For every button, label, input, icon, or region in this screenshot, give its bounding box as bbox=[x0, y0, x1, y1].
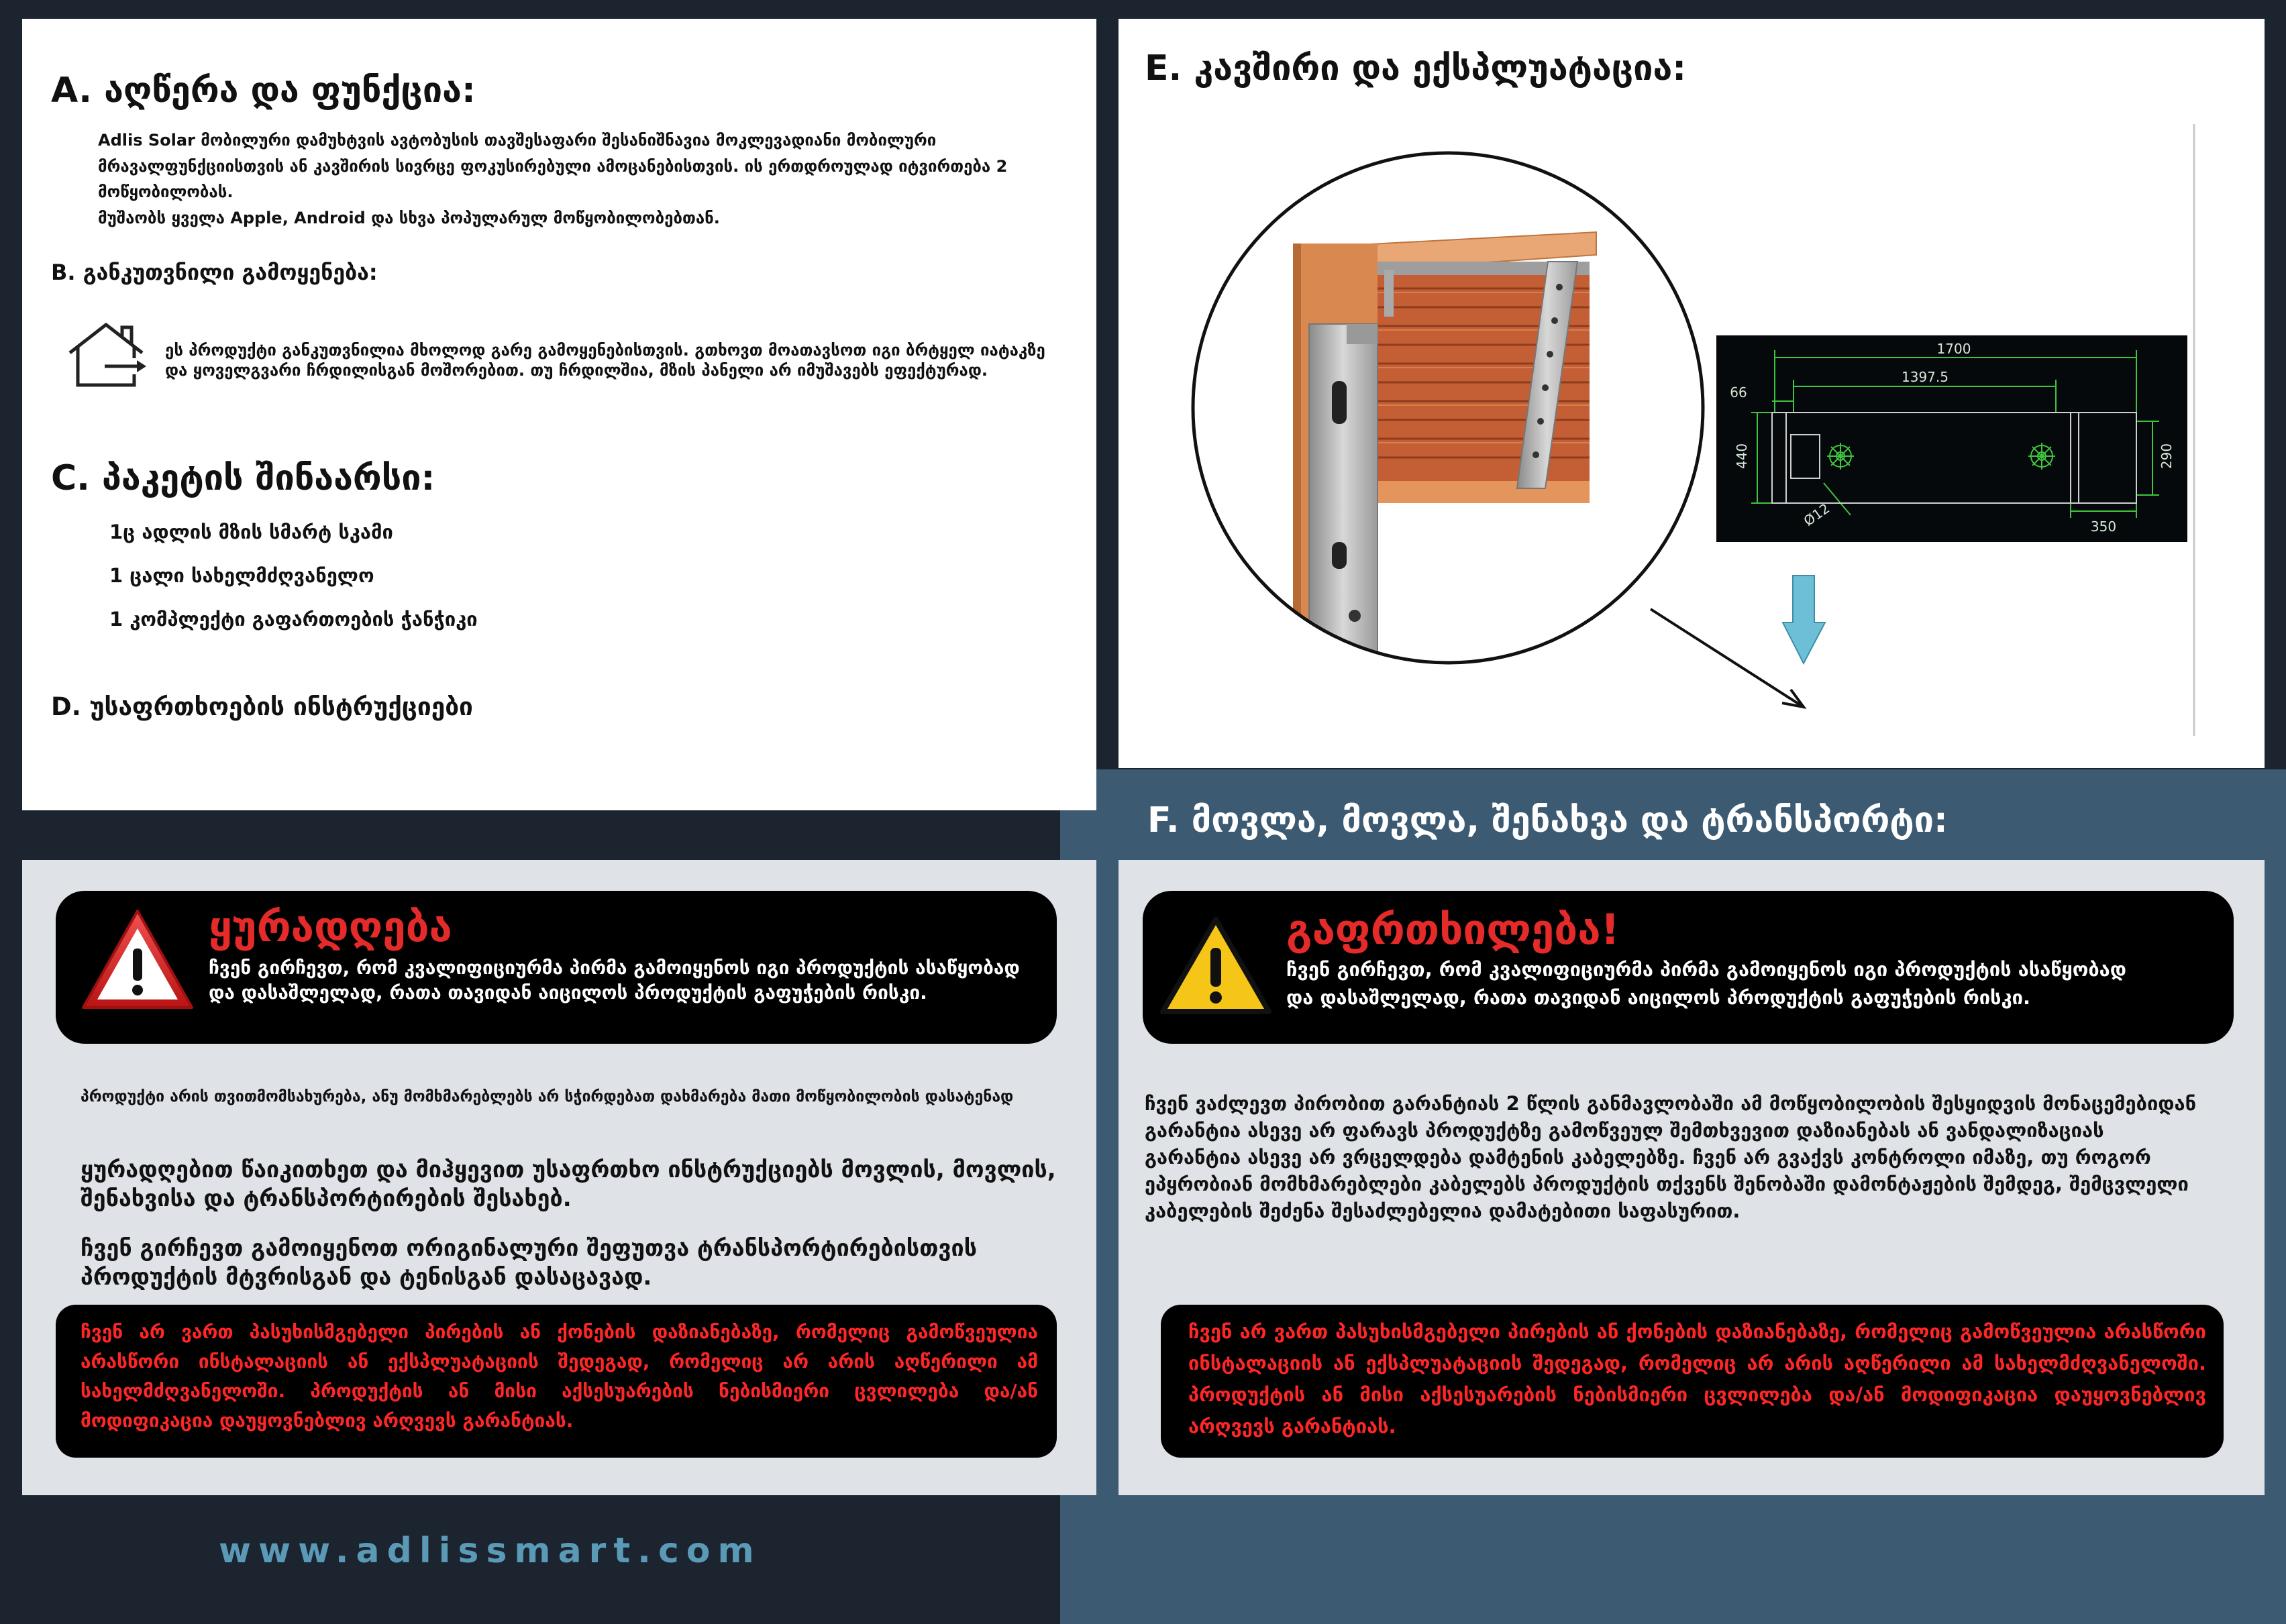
description-panel bbox=[22, 19, 1096, 810]
caution-box bbox=[1143, 891, 2234, 1044]
dimension-label: 1700 bbox=[1936, 341, 1971, 357]
section-b-title: B. განკუთვნილი გამოყენება: bbox=[51, 260, 378, 285]
mounting-flange-icon bbox=[1827, 443, 1854, 470]
product-description bbox=[98, 127, 1064, 231]
package-contents-list bbox=[109, 510, 478, 641]
list-item: 1 კომპლექტი გაფართოების ჭანჭიკი bbox=[109, 608, 478, 631]
safety-panel bbox=[22, 860, 1096, 1495]
section-c-title: C. პაკეტის შინაარსი: bbox=[51, 458, 435, 498]
attention-box bbox=[56, 891, 1057, 1044]
list-item: 1 ცალი სახელმძღვანელო bbox=[109, 564, 374, 587]
warranty-text bbox=[1145, 1090, 2198, 1224]
dimension-label: Ø12 bbox=[1800, 500, 1833, 529]
website-url: www.adlissmart.com bbox=[219, 1531, 762, 1571]
house-outdoor-icon bbox=[66, 321, 146, 388]
dimension-label: 440 bbox=[1734, 443, 1750, 470]
bracket-slot bbox=[1332, 381, 1347, 424]
connection-illustration bbox=[1119, 19, 2265, 768]
bench-frame-bracket-photo bbox=[1193, 153, 1703, 663]
compatibility-paragraph: მუშაობს ყველა Apple, Android და სხვა პოპულარულ მოწყობილობებთან. bbox=[98, 208, 720, 227]
caution-heading: გაფრთხილება! bbox=[1286, 905, 1620, 954]
section-e-title: E. კავშირი და ექსპლუატაცია: bbox=[1145, 48, 1687, 89]
section-f-title: F. მოვლა, მოვლა, შენახვა და ტრანსპორტი: bbox=[1147, 800, 1948, 841]
intended-use-text: ეს პროდუქტი განკუთვნილია მხოლოდ გარე გამოყენებისთვის. გთხოვთ მოათავსოთ იგი ბრტყელ იატაკზე და ყოველგვარი ჩრდილისგან მოშორებით. თუ ჩრდილშია, მზის პანელი არ იმუშავებს ეფექტურად. bbox=[165, 341, 1045, 380]
down-arrow-icon bbox=[1783, 576, 1825, 663]
warranty-paragraph: გარანტია ასევე არ ვრცელდება დამტენის კაბელებზე. ჩვენ არ გვაქვს კონტროლი იმაზე, თუ როგორ ეპყრობიან მომხმარებლები კაბელებს პროდუქტის თქვენს შენობაში დამონტაჟების შემდეგ, შემცვლელი კაბელების შეძენა შესაძლებელია დამატებითი საფასურით. bbox=[1145, 1146, 2189, 1222]
warning-triangle-red-icon bbox=[81, 907, 195, 1010]
self-service-note: პროდუქტი არის თვითმომსახურება, ანუ მომხმარებლებს არ სჭირდებათ დახმარება მათი მოწყობილობის დასატენად bbox=[81, 1088, 1014, 1105]
list-item: 1ც ადლის მზის სმარტ სკამი bbox=[109, 521, 393, 543]
attention-text: ჩვენ გირჩევთ, რომ კვალიფიციურმა პირმა გამოიყენოს იგი პროდუქტის ასაწყობად და დასაშლელად, რათა თავიდან აიცილოს პროდუქტის გაფუჭების რისკი. bbox=[209, 957, 1020, 1004]
warning-triangle-yellow-icon bbox=[1159, 916, 1273, 1016]
connector-arrow bbox=[1651, 609, 1804, 707]
dimension-label: 1397.5 bbox=[1902, 369, 1949, 385]
dimension-label: 290 bbox=[2159, 443, 2175, 470]
disclaimer-box bbox=[1161, 1305, 2224, 1458]
dimension-label: 66 bbox=[1730, 384, 1747, 400]
metal-bracket bbox=[1309, 324, 1378, 651]
dimension-label: 350 bbox=[2090, 519, 2117, 535]
disclaimer-text: ჩვენ არ ვართ პასუხისმგებელი პირების ან ქონების დაზიანებაზე, რომელიც გამოწვეულია არასწორი ინსტალაციის ან ექსპლუატაციის შედეგად, რომელიც არ არის აღწერილი ამ სახელმძღვანელოში. პროდუქტის ან მისი აქსესუარების ნებისმიერი ცვლილება და/ან მოდიფიკაცია დაუყოვნებლივ არღვევს გარანტიას. bbox=[81, 1321, 1038, 1431]
bracket-hole bbox=[1349, 610, 1361, 622]
section-d-title: D. უსაფრთხოების ინსტრუქციები bbox=[51, 692, 473, 721]
connection-operation-panel bbox=[1119, 19, 2265, 768]
bottom-wood-lip bbox=[1378, 481, 1590, 503]
attention-heading: ყურადღება bbox=[209, 902, 452, 951]
care-transport-panel bbox=[1119, 860, 2265, 1495]
read-instructions-note: ყურადღებით წაიკითხეთ და მიჰყევით უსაფრთხო ინსტრუქციებს მოვლის, მოვლის, შენახვისა და ტრანსპორტირების შესახებ. bbox=[81, 1156, 1056, 1212]
description-paragraph: Adlis Solar მობილური დამუხტვის ავტობუსის თავშესაფარი შესანიშნავია მოკლევადიანი მობილური მრავალფუნქციისთვის ან კავშირის სივრცე ფოკუსირებული ამოცანებისთვის. ის ერთდროულად იტვირთება 2 მოწყობილობას. bbox=[98, 131, 1008, 201]
disclaimer-text: ჩვენ არ ვართ პასუხისმგებელი პირების ან ქონების დაზიანებაზე, რომელიც გამოწვეულია არასწორი ინსტალაციის ან ექსპლუატაციის შედეგად, რომელიც არ არის აღწერილი ამ სახელმძღვანელოში. პროდუქტის ან მისი აქსესუარების ნებისმიერი ცვლილება და/ან მოდიფიკაცია დაუყოვნებლივ არღვევს გარანტიას. bbox=[1188, 1320, 2206, 1438]
caution-text: ჩვენ გირჩევთ, რომ კვალიფიციურმა პირმა გამოიყენოს იგი პროდუქტის ასაწყობად და დასაშლელად, რათა თავიდან აიცილოს პროდუქტის გაფუჭების რისკი. bbox=[1286, 958, 2126, 1009]
packaging-note: ჩვენ გირჩევთ გამოიყენოთ ორიგინალური შეფუთვა ტრანსპორტირებისთვის პროდუქტის მტვრისგან და ტენისგან დასაცავად. bbox=[81, 1235, 978, 1291]
warranty-paragraph: ჩვენ ვაძლევთ პირობით გარანტიას 2 წლის განმავლობაში ამ მოწყობილობის შესყიდვის მონაცემებიდან bbox=[1145, 1092, 2197, 1115]
disclaimer-box bbox=[56, 1305, 1057, 1458]
mounting-flange-icon bbox=[2028, 443, 2055, 470]
section-a-title: A. აღწერა და ფუნქცია: bbox=[51, 70, 476, 111]
warranty-paragraph: გარანტია ასევე არ ფარავს პროდუქტზე გამოწვეულ შემთხვევით დაზიანებას ან ვანდალიზაციას bbox=[1145, 1119, 2104, 1142]
technical-drawing bbox=[1716, 335, 2187, 542]
bracket-slot bbox=[1332, 542, 1347, 569]
